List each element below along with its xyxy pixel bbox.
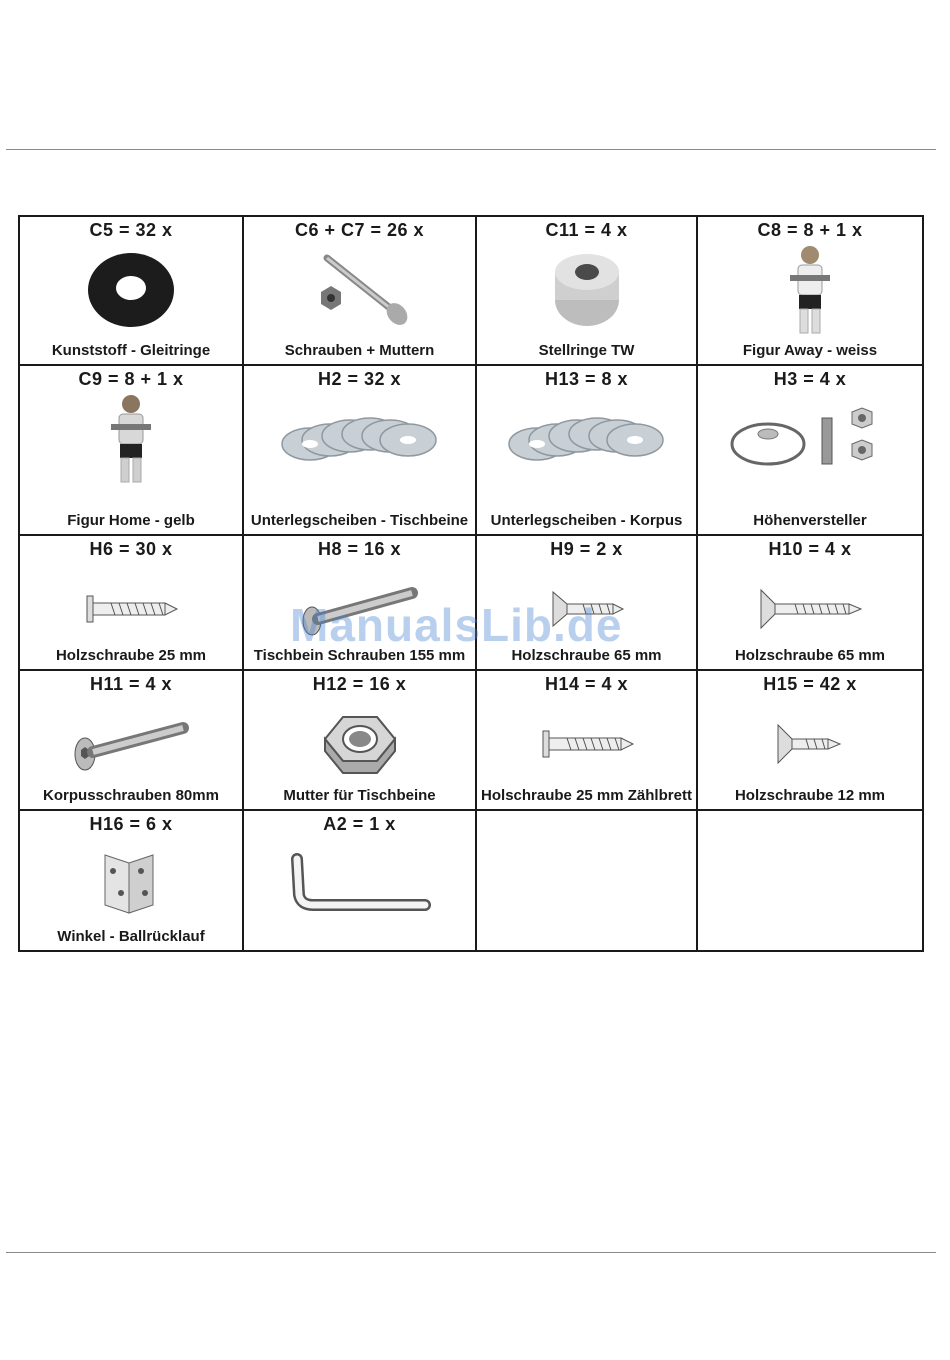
- hex-nut-icon: [244, 699, 475, 789]
- part-cell: [476, 365, 697, 535]
- part-quantity: H16 = 6 x: [89, 814, 173, 834]
- part-cell: [697, 216, 923, 365]
- part-name: Holzschraube 65 mm: [734, 647, 886, 664]
- wood-screw-icon: [477, 699, 696, 789]
- part-quantity: H3 = 4 x: [773, 369, 847, 389]
- part-name: Holzschraube 12 mm: [734, 787, 886, 804]
- part-cell: [19, 216, 243, 365]
- part-quantity: A2 = 1 x: [323, 814, 396, 834]
- part-quantity: H10 = 4 x: [768, 539, 852, 559]
- part-name: Holzschraube 65 mm: [511, 647, 662, 664]
- part-cell: [476, 670, 697, 810]
- part-quantity: C6 + C7 = 26 x: [294, 220, 425, 240]
- part-cell: [476, 216, 697, 365]
- part-cell: [476, 535, 697, 670]
- part-cell: [697, 670, 923, 810]
- bolt-with-nut-icon: [244, 245, 475, 335]
- part-name: Stellringe TW: [538, 342, 635, 359]
- part-quantity: H9 = 2 x: [550, 539, 623, 559]
- collar-ring-icon: [477, 245, 696, 335]
- parts-row: [19, 216, 923, 365]
- part-quantity: H13 = 8 x: [544, 369, 629, 389]
- allen-key-icon: [244, 839, 475, 929]
- part-quantity: H14 = 4 x: [544, 674, 629, 694]
- part-cell: [476, 810, 697, 951]
- part-cell: [243, 670, 476, 810]
- countersunk-screw-icon: [477, 564, 696, 654]
- part-name: Kunststoff - Gleitringe: [51, 342, 211, 359]
- parts-row: [19, 535, 923, 670]
- part-name: Korpusschrauben 80mm: [43, 787, 219, 804]
- parts-row: [19, 365, 923, 535]
- short-screw-icon: [698, 699, 922, 789]
- part-name: Figur Away - weiss: [742, 342, 878, 359]
- part-name: Schrauben + Muttern: [284, 342, 435, 359]
- part-cell: [19, 810, 243, 951]
- washers-stack-icon: [244, 394, 475, 484]
- part-quantity: H11 = 4 x: [89, 674, 173, 694]
- part-name: Tischbein Schrauben 155 mm: [253, 647, 466, 664]
- player-figure-yellow-icon: [20, 394, 242, 484]
- bottom-rule: [6, 1252, 936, 1253]
- part-quantity: C8 = 8 + 1 x: [757, 220, 863, 240]
- watermark: ManualsLib.de: [290, 599, 623, 651]
- part-cell: [243, 810, 476, 951]
- part-cell: [19, 670, 243, 810]
- washers-stack-icon: [477, 394, 696, 484]
- washer-black-icon: [20, 245, 242, 335]
- part-name: Holschraube 25 mm Zählbrett: [481, 787, 692, 804]
- hex-socket-bolt-icon: [20, 699, 242, 789]
- part-quantity: H12 = 16 x: [312, 674, 407, 694]
- part-cell: [243, 365, 476, 535]
- part-quantity: C11 = 4 x: [545, 220, 628, 240]
- part-name: Höhenversteller: [753, 512, 867, 529]
- part-quantity: C5 = 32 x: [89, 220, 173, 240]
- part-cell: [697, 810, 923, 951]
- part-cell: [19, 535, 243, 670]
- part-cell: [697, 365, 923, 535]
- part-cell: [243, 535, 476, 670]
- top-rule: [6, 149, 936, 150]
- part-quantity: H6 = 30 x: [89, 539, 173, 559]
- parts-table: [18, 215, 924, 952]
- long-wood-screw-icon: [698, 564, 922, 654]
- part-name: Unterlegscheiben - Tischbeine: [250, 512, 469, 529]
- part-cell: [243, 216, 476, 365]
- part-quantity: H15 = 42 x: [763, 674, 857, 694]
- part-name: Winkel - Ballrücklauf: [57, 928, 205, 945]
- part-quantity: H8 = 16 x: [317, 539, 402, 559]
- long-bolt-icon: [244, 564, 475, 654]
- angle-bracket-icon: [20, 839, 242, 929]
- height-adjuster-icon: [698, 394, 922, 484]
- parts-row: [19, 670, 923, 810]
- wood-screw-icon: [20, 564, 242, 654]
- part-cell: [697, 535, 923, 670]
- part-quantity: C9 = 8 + 1 x: [78, 369, 184, 389]
- part-cell: [19, 365, 243, 535]
- part-name: Figur Home - gelb: [67, 512, 195, 529]
- part-quantity: H2 = 32 x: [317, 369, 402, 389]
- player-figure-white-icon: [698, 245, 922, 335]
- part-name: Unterlegscheiben - Korpus: [490, 512, 683, 529]
- parts-row: [19, 810, 923, 951]
- part-name: Mutter für Tischbeine: [283, 787, 436, 804]
- part-name: Holzschraube 25 mm: [55, 647, 207, 664]
